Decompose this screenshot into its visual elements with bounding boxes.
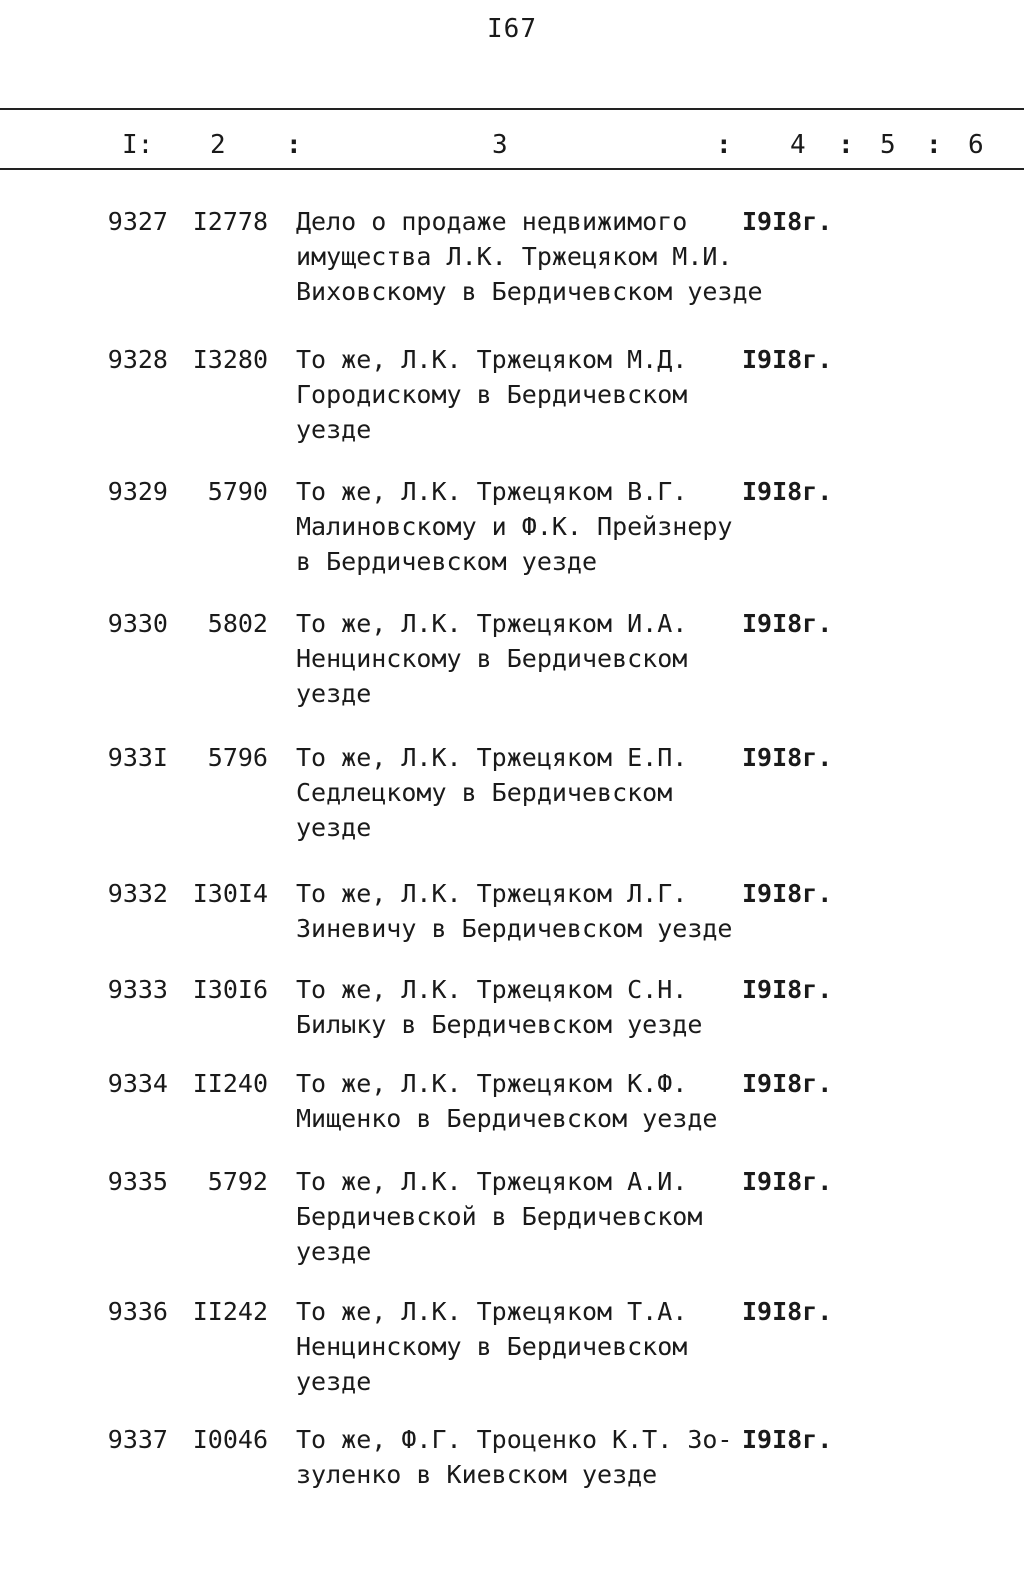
entry-description (296, 474, 748, 579)
description-line: Мищенко в Бердичевском уезде (296, 1104, 718, 1133)
description-line: Ненцинскому в Бердичевском (296, 1332, 688, 1361)
description-line: То же, Ф.Г. Троценко К.Т. Зо- (296, 1425, 733, 1454)
description-line: уезде (296, 679, 372, 708)
entry-year: I9I8г. (742, 1167, 833, 1196)
description-line: уезде (296, 1367, 372, 1396)
description-line: Виховскому в Бердичевском уезде (296, 277, 763, 306)
description-line: Городискому в Бердичевском (296, 380, 688, 409)
entry-year: I9I8г. (742, 879, 833, 908)
entry-number: 9327 (107, 207, 168, 236)
column-header-6: 6 (968, 130, 984, 160)
entry-number: 9332 (107, 879, 168, 908)
description-line: То же, Л.К. Тржецяком М.Д. (296, 345, 688, 374)
entry-year: I9I8г. (742, 975, 833, 1004)
entry-number: 9329 (107, 477, 168, 506)
description-line: То же, Л.К. Тржецяком К.Ф. (296, 1069, 688, 1098)
description-line: уезде (296, 813, 372, 842)
page-number: I67 (487, 14, 537, 44)
entry-year: I9I8г. (742, 1297, 833, 1326)
entry-year: I9I8г. (742, 609, 833, 638)
description-line: Дело о продаже недвижимого (296, 207, 688, 236)
archive-code: I30I4 (192, 879, 268, 908)
archive-code: I3280 (192, 345, 268, 374)
column-separator: : (716, 130, 732, 160)
entry-description (296, 876, 748, 946)
description-line: Малиновскому и Ф.К. Прейзнеру (296, 512, 733, 541)
entry-description (296, 740, 748, 845)
entry-number: 9336 (107, 1297, 168, 1326)
description-line: Билыку в Бердичевском уезде (296, 1010, 703, 1039)
entry-description (296, 1066, 748, 1136)
description-line: Зиневичу в Бердичевском уезде (296, 914, 733, 943)
description-line: Бердичевской в Бердичевском (296, 1202, 703, 1231)
entry-year: I9I8г. (742, 1069, 833, 1098)
archive-code: I2778 (192, 207, 268, 236)
description-line: зуленко в Киевском уезде (296, 1460, 658, 1489)
description-line: То же, Л.К. Тржецяком Е.П. (296, 743, 688, 772)
entry-description (296, 972, 748, 1042)
entry-number: 933I (107, 743, 168, 772)
entry-number: 9337 (107, 1425, 168, 1454)
entry-number: 9335 (107, 1167, 168, 1196)
description-line: То же, Л.К. Тржецяком И.А. (296, 609, 688, 638)
entry-description (296, 606, 748, 711)
archive-code: II240 (192, 1069, 268, 1098)
entry-year: I9I8г. (742, 345, 833, 374)
archive-code: 5790 (207, 477, 268, 506)
entry-description (296, 1422, 748, 1492)
entry-number: 9333 (107, 975, 168, 1004)
column-header-2: 2 (210, 130, 226, 160)
entry-number: 9334 (107, 1069, 168, 1098)
description-line: То же, Л.К. Тржецяком С.Н. (296, 975, 688, 1004)
entry-number: 9328 (107, 345, 168, 374)
entry-year: I9I8г. (742, 1425, 833, 1454)
description-line: Седлецкому в Бердичевском (296, 778, 673, 807)
entry-number: 9330 (107, 609, 168, 638)
entry-description (296, 342, 748, 447)
entry-year: I9I8г. (742, 743, 833, 772)
column-separator: : (926, 130, 942, 160)
description-line: в Бердичевском уезде (296, 547, 598, 576)
column-header-4: 4 (790, 130, 806, 160)
header-top-rule (0, 108, 1024, 110)
archive-code: II242 (192, 1297, 268, 1326)
entry-year: I9I8г. (742, 477, 833, 506)
description-line: уезде (296, 1237, 372, 1266)
column-separator: : (838, 130, 854, 160)
column-header-1: I: (122, 130, 154, 160)
archive-code: I0046 (192, 1425, 268, 1454)
description-line: имущества Л.К. Тржецяком М.И. (296, 242, 733, 271)
description-line: То же, Л.К. Тржецяком А.И. (296, 1167, 688, 1196)
description-line: То же, Л.К. Тржецяком В.Г. (296, 477, 688, 506)
header-bottom-rule (0, 168, 1024, 170)
column-header-3: 3 (492, 130, 508, 160)
archive-code: I30I6 (192, 975, 268, 1004)
column-separator: : (286, 130, 302, 160)
archive-code: 5792 (207, 1167, 268, 1196)
archive-code: 5796 (207, 743, 268, 772)
column-header-5: 5 (880, 130, 896, 160)
description-line: То же, Л.К. Тржецяком Л.Г. (296, 879, 688, 908)
entry-year: I9I8г. (742, 207, 833, 236)
entry-description (296, 1164, 748, 1269)
entry-description (296, 1294, 748, 1399)
description-line: То же, Л.К. Тржецяком Т.А. (296, 1297, 688, 1326)
description-line: Ненцинскому в Бердичевском (296, 644, 688, 673)
entry-description (296, 204, 763, 309)
description-line: уезде (296, 415, 372, 444)
archive-code: 5802 (207, 609, 268, 638)
